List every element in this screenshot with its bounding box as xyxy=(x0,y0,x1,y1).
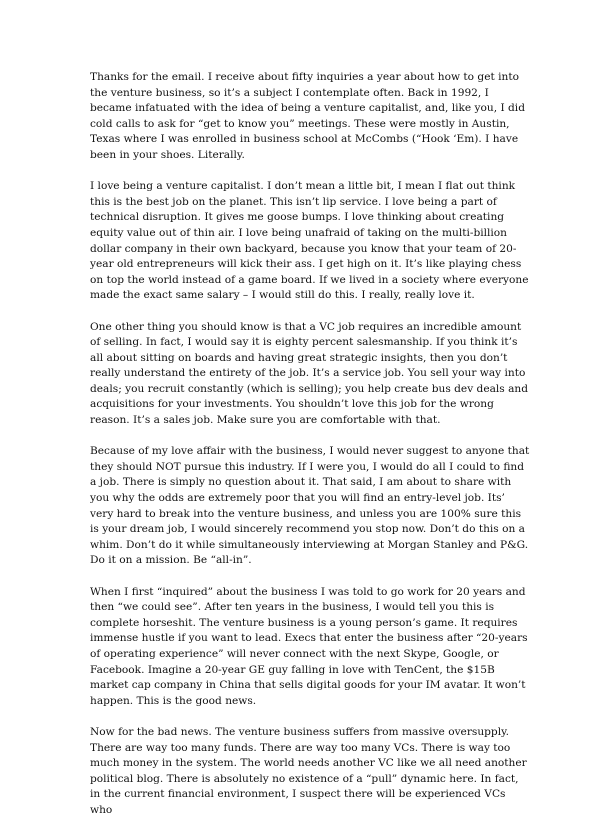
paragraph-selling: One other thing you should know is that a VC job requires an incredible amount of selling. In fact, I would say it is eighty percent salesmanship. If you think it’s all about sitting on boards and having great strategic insights, then you don’t really understand the entirety of the job. It’s a service job. You sell your way into deals; you recruit constantly (which is selling); you help create bus dev deals and acquisitions for your investments. You shouldn’t love this job for the wrong reason. It’s a sales job. Make sure you are comfortable with that. xyxy=(90,320,529,427)
paragraph-odds: Because of my love affair with the business, I would never suggest to anyone that they should NOT pursue this industry. If I were you, I would do all I could to find a job. There is simply no question about it. That said, I am about to share with you why the odds are extremely poor that you will find an entry-level job. Its’ very hard to break into the venture business, and unless you are 100% sure this is your dream job, I would sincerely recommend you stop now. Don’t do this on a whim. Don’t do it while simultaneously interviewing at Morgan Stanley and P&G. Do it on a mission. Be “all-in”. xyxy=(90,445,530,567)
paragraph-bad-news: Now for the bad news. The venture business suffers from massive oversupply. There are way too many funds. There are way too many VCs. There is way too much money in the system. The world needs another VC like we all need another political blog. There is absolutely no existence of a “pull” dynamic here. In fact, in the current financial environment, I suspect there will be experienced VCs who xyxy=(90,725,527,816)
paragraph-intro: Thanks for the email. I receive about fifty inquiries a year about how to get into the venture business, so it’s a subject I contemplate often. Back in 1992, I became infatuated with the idea of being a venture capitalist, and, like you, I did cold calls to ask for “get to know you” meetings. These were mostly in Austin, Texas where I was enrolled in business school at McCombs (“Hook ‘Em). I have been in your shoes. Literally. xyxy=(90,71,525,161)
letter-body xyxy=(90,70,530,834)
paragraph-young-persons-game: When I first “inquired” about the business I was told to go work for 20 years and then “we could see”. After ten years in the business, I would tell you this is complete horseshit. The venture business is a young person’s game. It requires immense hustle if you want to lead. Execs that enter the business after “20-years of operating experience” will never connect with the next Skype, Google, or Facebook. Imagine a 20-year GE guy falling in love with TenCent, the $15B market cap company in China that sells digital goods for your IM avatar. It won’t happen. This is the good news. xyxy=(90,585,528,707)
paragraph-love-of-vc: I love being a venture capitalist. I don’t mean a little bit, I mean I flat out think this is the best job on the planet. This isn’t lip service. I love being a part of technical disruption. It gives me goose bumps. I love thinking about creating equity value out of thin air. I love being unafraid of taking on the multi-billion dollar company in their own backyard, because you know that your team of 20-year old entrepreneurs will kick their ass. I get high on it. It’s like playing chess on top the world instead of a game board. If we lived in a society where everyone made the exact same salary – I would still do this. I really, really love it. xyxy=(90,180,529,302)
